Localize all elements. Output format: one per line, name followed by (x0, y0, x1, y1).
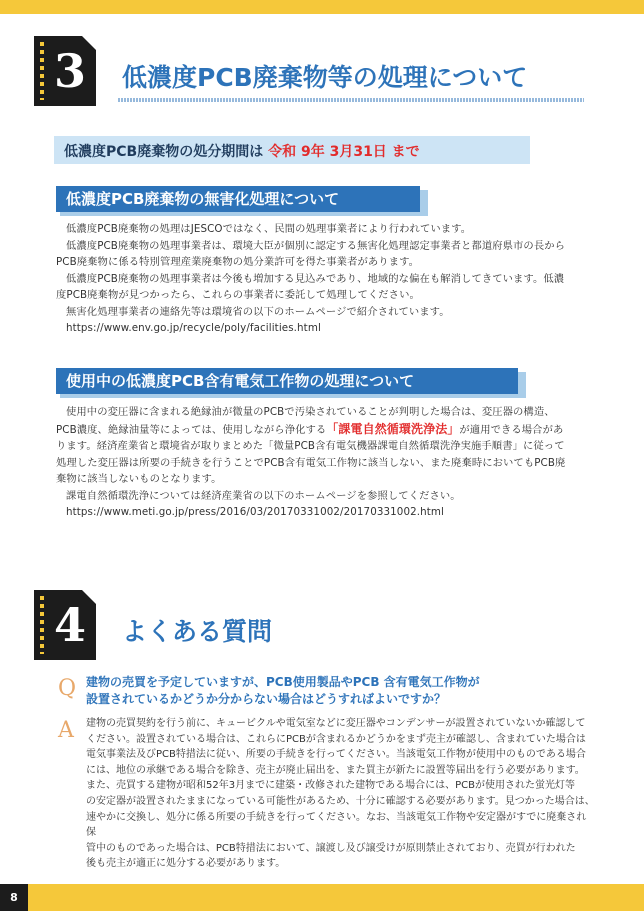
body-line: 無害化処理事業者の連絡先等は環境省の以下のホームページで紹介されています。 (66, 305, 450, 318)
in-use-equipment-body (56, 404, 594, 521)
faq-question: 建物の売買を予定していますが、PCB使用製品やPCB 含有電気工作物が 設置されているかどうか分からない場合はどうすればよいですか？ (86, 675, 480, 706)
section-number: 4 (53, 598, 86, 652)
answer-mark-label: A (58, 718, 74, 743)
body-line: 低濃度PCB廃棄物の処理はJESCOではなく、民間の処理事業者により行われています。 (66, 223, 472, 235)
title-underline (118, 98, 584, 102)
highlight-method-name: 「課電自然循環洗浄法」 (326, 421, 460, 436)
body-line: ります。経済産業省と環境省が取りまとめた「微量PCB含有電気機器課電自然循環洗浄実施手順書」に従って (56, 440, 565, 452)
section-3-title: 低濃度PCB廃棄物等の処理について (122, 63, 528, 92)
env-ministry-link[interactable]: https://www.env.go.jp/recycle/poly/facilities.html (66, 322, 321, 334)
section-number: 3 (53, 44, 86, 98)
section-3-badge (34, 36, 96, 106)
section-4-badge (34, 590, 96, 660)
body-line: 課電自然循環洗浄については経済産業省の以下のホームページを参照してください。 (66, 489, 461, 502)
deadline-banner (54, 136, 530, 164)
meti-link[interactable]: https://www.meti.go.jp/press/2016/03/20170331002/20170331002.html (66, 506, 444, 518)
detox-treatment-body (56, 221, 594, 337)
subheading-detox-treatment: 低濃度PCB廃棄物の無害化処理について (56, 186, 420, 212)
section-4-title: よくある質問 (122, 617, 273, 646)
body-line: 使用中の変圧器に含まれる絶縁油が微量のPCBで汚染されていることが判明した場合は、変圧器の構造、 (66, 406, 555, 418)
deadline-date: 令和 9年 3月31日 まで (268, 144, 420, 160)
question-mark-label: Q (58, 676, 77, 701)
page-number: 8 (0, 884, 28, 911)
body-line: 低濃度PCB廃棄物の処理事業者は今後も増加する見込みであり、地域的な偏在も解消してきています。低濃 (66, 272, 565, 285)
film-strip-decoration (40, 596, 44, 654)
faq-answer: 建物の売買契約を行う前に、キュービクルや電気室などに変圧器やコンデンサーが設置されていないか確認して ください。設置されている場合は、これらにPCBが含まれるかどうかをまず売主が確認し、含まれていた場合は 電気事業法及びPCB特措法に従い、所要の手続きを行ってください。当該電気工作物が使用中のものである場合 には、地位の承継である場合を除き、売主が廃止届出を、また買主が新たに設置等届出を行う必要があります。 また、売買する建物が昭和52年3月までに建築・改修された建物である場合には、PCBが使用された蛍光灯等 の安定器が設置されたままになっている可能性があるため、十分に確認する必要があります。見つかった場合は、 速やかに交換し、処分に係る所要の手続きを行ってください。なお、当該電気工作物や安定器がすでに廃棄され保 管中のものであった場合は、PCB特措法において、譲渡し及び譲受けが原則禁止されており、売買が行われた 後も売主が適正に処分する必要があります。 (86, 718, 595, 870)
body-line: 低濃度PCB廃棄物の処理事業者は、環境大臣が個別に認定する無害化処理認定事業者と都道府県市の長から (66, 239, 566, 252)
body-line: 棄物に該当しないものとなります。 (56, 473, 222, 485)
bottom-accent-bar (0, 884, 644, 911)
subheading-in-use-equipment: 使用中の低濃度PCB含有電気工作物の処理について (56, 368, 518, 394)
body-line: 度PCB廃棄物が見つかったら、これらの事業者に委託して処理してください。 (56, 289, 420, 301)
body-line: PCB廃棄物に係る特別管理産業廃棄物の処分業許可を得た事業者があります。 (56, 256, 420, 268)
deadline-prefix: 低濃度PCB廃棄物の処分期間は (64, 144, 264, 160)
body-line: 処理した変圧器は所要の手続きを行うことでPCB含有電気工作物に該当しない、また廃棄時においてもPCB廃 (56, 456, 566, 469)
body-line: PCB濃度、絶縁油量等によっては、使用しながら浄化する「課電自然循環洗浄法」が適用できる場合があ (56, 421, 564, 436)
top-accent-bar (0, 0, 644, 14)
film-strip-decoration (40, 42, 44, 100)
